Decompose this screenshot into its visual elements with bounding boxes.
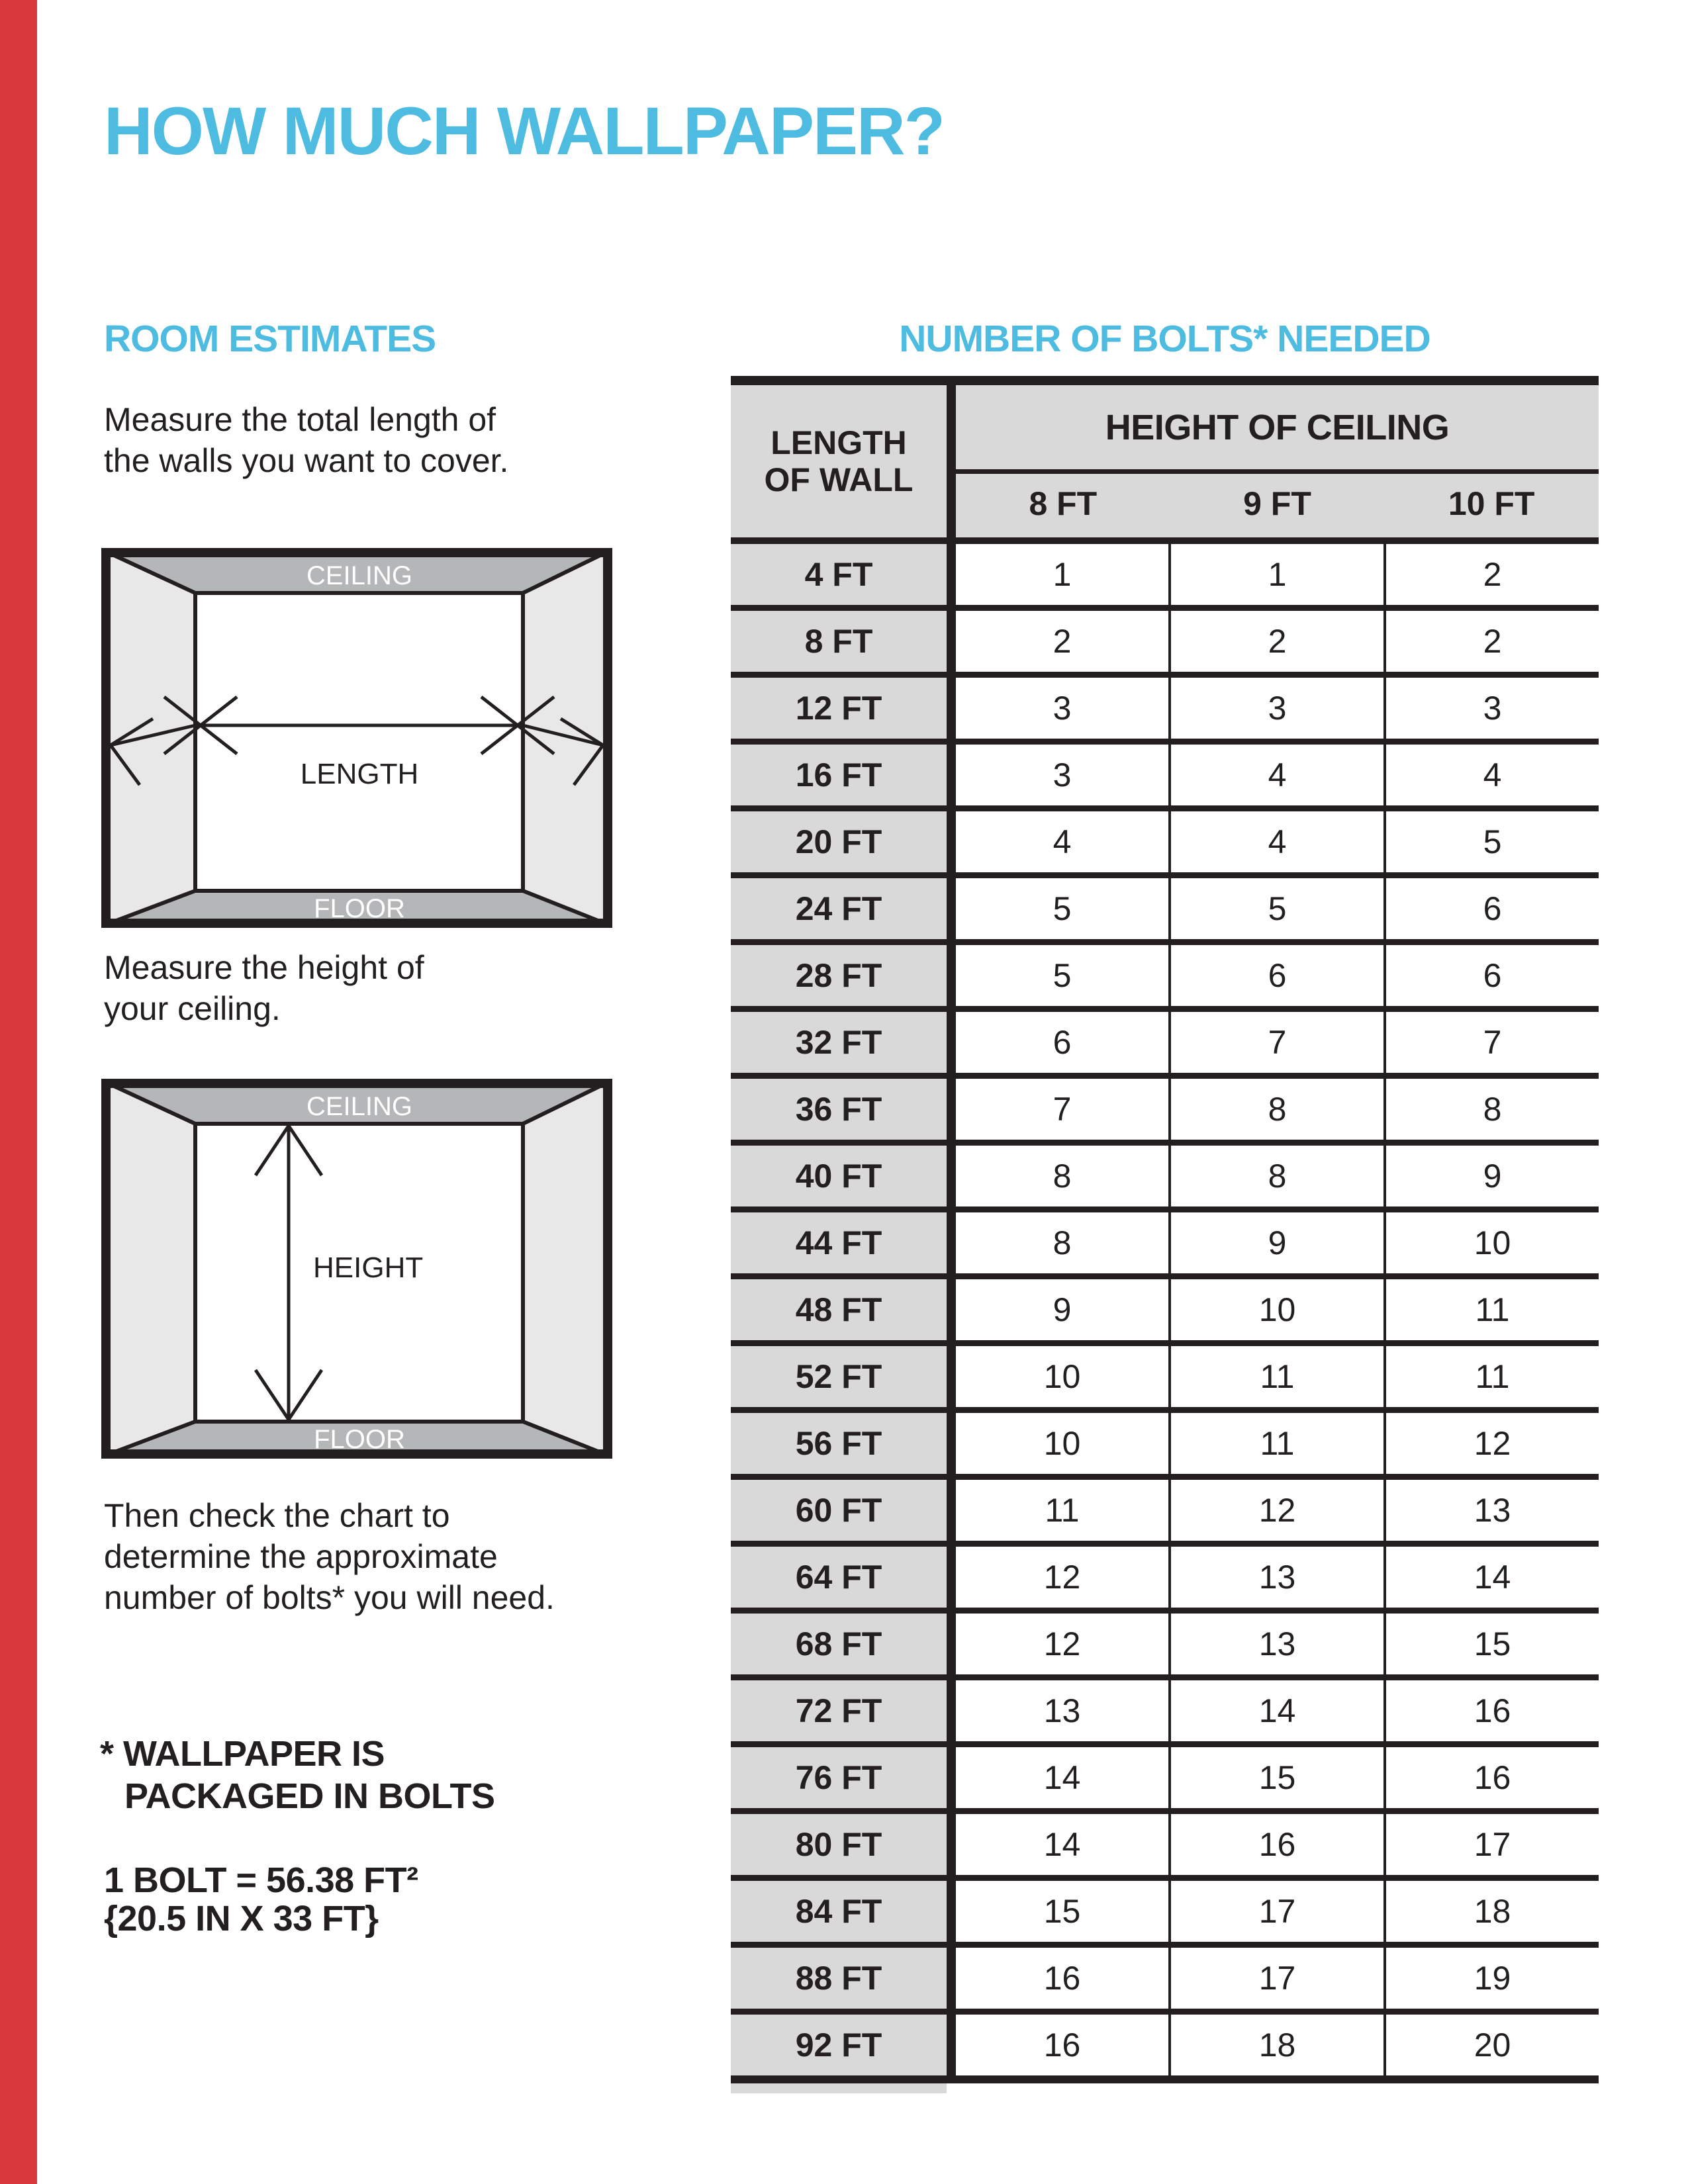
cell-9ft: 18	[1168, 2015, 1383, 2075]
table-row	[731, 1814, 1599, 1881]
cell-10ft: 2	[1383, 544, 1599, 605]
cell-8ft: 5	[1053, 890, 1072, 927]
cell-9ft: 1	[1168, 544, 1383, 605]
table-vertical-divider	[947, 1747, 956, 1808]
row-value-cells	[956, 1814, 1599, 1875]
row-value-cells	[956, 811, 1599, 872]
row-label-cell: 20 FT	[731, 811, 947, 872]
cell-8ft: 4	[1053, 823, 1072, 860]
table-row	[731, 1547, 1599, 1614]
table-vertical-divider	[947, 1012, 956, 1073]
cell-9ft: 8	[1168, 1079, 1383, 1140]
length-label: LENGTH	[300, 758, 419, 790]
length-of-wall-header-cell	[731, 385, 947, 537]
row-label-cell: 76 FT	[731, 1747, 947, 1808]
row-value-cells	[956, 878, 1599, 939]
table-row	[731, 945, 1599, 1012]
ceiling-label: CEILING	[306, 1092, 413, 1121]
cell-8ft: 12	[1043, 1559, 1081, 1596]
row-label-cell: 32 FT	[731, 1012, 947, 1073]
column-header-8ft: 8 FT	[1029, 484, 1098, 522]
cell-9ft: 7	[1168, 1012, 1383, 1073]
header-line: LENGTH	[771, 424, 907, 461]
ceiling-label: CEILING	[306, 561, 413, 590]
table-vertical-divider	[947, 544, 956, 605]
table-vertical-divider	[947, 1279, 956, 1340]
cell-10ft: 6	[1383, 878, 1599, 939]
row-label-cell: 40 FT	[731, 1146, 947, 1206]
cell-9ft: 4	[1168, 745, 1383, 805]
header-line: OF WALL	[764, 461, 914, 498]
cell-9ft: 13	[1168, 1614, 1383, 1674]
height-of-ceiling-label: HEIGHT OF CEILING	[956, 385, 1599, 474]
row-label-cell: 68 FT	[731, 1614, 947, 1674]
cell-10ft: 11	[1383, 1346, 1599, 1407]
room-height-diagram	[101, 1079, 612, 1459]
cell-9ft: 2	[1168, 611, 1383, 672]
row-value-cells	[956, 1747, 1599, 1808]
table-header-separator-bar	[731, 537, 1599, 544]
table-row	[731, 878, 1599, 945]
cell-8ft: 3	[1053, 756, 1072, 794]
row-label-cell: 72 FT	[731, 1680, 947, 1741]
cell-8ft: 16	[1043, 2026, 1081, 2064]
paragraph-line: Measure the height of	[104, 949, 424, 986]
row-value-cells	[956, 1146, 1599, 1206]
row-label-cell: 24 FT	[731, 878, 947, 939]
table-row	[731, 1413, 1599, 1480]
row-value-cells	[956, 678, 1599, 739]
cell-9ft: 8	[1168, 1146, 1383, 1206]
cell-9ft: 9	[1168, 1212, 1383, 1273]
table-vertical-divider	[947, 1948, 956, 2009]
cell-8ft: 15	[1043, 1893, 1081, 1930]
label-column-tail	[731, 2083, 947, 2093]
cell-10ft: 19	[1383, 1948, 1599, 2009]
table-vertical-divider	[947, 1079, 956, 1140]
cell-8ft: 7	[1053, 1091, 1072, 1128]
cell-9ft: 10	[1168, 1279, 1383, 1340]
cell-10ft: 9	[1383, 1146, 1599, 1206]
table-row	[731, 1680, 1599, 1747]
table-vertical-divider	[947, 385, 956, 537]
row-value-cells	[956, 1079, 1599, 1140]
table-vertical-divider	[947, 1212, 956, 1273]
cell-8ft: 6	[1053, 1024, 1072, 1061]
table-vertical-divider	[947, 1614, 956, 1674]
row-value-cells	[956, 1279, 1599, 1340]
row-value-cells	[956, 1680, 1599, 1741]
table-vertical-divider	[947, 1146, 956, 1206]
cell-8ft: 12	[1043, 1625, 1081, 1662]
footnote-line: * WALLPAPER IS	[100, 1734, 385, 1774]
cell-10ft: 4	[1383, 745, 1599, 805]
cell-10ft: 6	[1383, 945, 1599, 1006]
bolts-needed-table	[731, 376, 1599, 2083]
bolts-footnote	[100, 1733, 495, 1817]
row-value-cells	[956, 1881, 1599, 1942]
row-label-cell: 16 FT	[731, 745, 947, 805]
cell-8ft: 1	[1053, 556, 1072, 593]
row-label-cell: 12 FT	[731, 678, 947, 739]
row-label-cell: 84 FT	[731, 1881, 947, 1942]
table-row	[731, 1881, 1599, 1948]
table-vertical-divider	[947, 678, 956, 739]
table-row	[731, 745, 1599, 811]
row-label-cell: 8 FT	[731, 611, 947, 672]
ceiling-height-columns	[956, 474, 1599, 533]
cell-9ft: 11	[1168, 1413, 1383, 1474]
cell-8ft: 13	[1043, 1692, 1081, 1729]
room-estimates-heading: ROOM ESTIMATES	[104, 318, 436, 360]
bolt-size-line: {20.5 IN X 33 FT}	[104, 1899, 379, 1938]
table-row	[731, 1747, 1599, 1814]
table-row	[731, 2015, 1599, 2075]
cell-10ft: 5	[1383, 811, 1599, 872]
row-value-cells	[956, 1948, 1599, 2009]
table-top-bar	[731, 376, 1599, 385]
cell-10ft: 14	[1383, 1547, 1599, 1608]
row-label-cell: 60 FT	[731, 1480, 947, 1541]
cell-8ft: 3	[1053, 690, 1072, 727]
cell-8ft: 2	[1053, 623, 1072, 660]
paragraph-line: the walls you want to cover.	[104, 442, 509, 479]
table-vertical-divider	[947, 1814, 956, 1875]
row-value-cells	[956, 1480, 1599, 1541]
row-label-cell: 4 FT	[731, 544, 947, 605]
cell-9ft: 17	[1168, 1948, 1383, 2009]
cell-10ft: 11	[1383, 1279, 1599, 1340]
row-value-cells	[956, 544, 1599, 605]
measure-height-paragraph	[104, 947, 424, 1029]
paragraph-line: Then check the chart to	[104, 1497, 450, 1534]
cell-10ft: 15	[1383, 1614, 1599, 1674]
row-label-cell: 92 FT	[731, 2015, 947, 2075]
row-label-cell: 28 FT	[731, 945, 947, 1006]
table-vertical-divider	[947, 945, 956, 1006]
row-value-cells	[956, 1547, 1599, 1608]
cell-9ft: 3	[1168, 678, 1383, 739]
cell-10ft: 10	[1383, 1212, 1599, 1273]
cell-9ft: 13	[1168, 1547, 1383, 1608]
row-label-cell: 64 FT	[731, 1547, 947, 1608]
cell-9ft: 16	[1168, 1814, 1383, 1875]
cell-10ft: 20	[1383, 2015, 1599, 2075]
page-edge-accent-bar	[0, 0, 37, 2184]
cell-10ft: 16	[1383, 1680, 1599, 1741]
cell-8ft: 14	[1043, 1759, 1081, 1796]
cell-8ft: 5	[1053, 957, 1072, 994]
cell-8ft: 8	[1053, 1224, 1072, 1261]
floor-label: FLOOR	[314, 894, 405, 923]
cell-10ft: 2	[1383, 611, 1599, 672]
cell-10ft: 17	[1383, 1814, 1599, 1875]
height-label: HEIGHT	[313, 1251, 424, 1284]
check-chart-paragraph	[104, 1495, 555, 1618]
cell-8ft: 10	[1043, 1358, 1081, 1395]
cell-9ft: 4	[1168, 811, 1383, 872]
table-header	[731, 385, 1599, 537]
floor-label: FLOOR	[314, 1425, 405, 1454]
cell-10ft: 8	[1383, 1079, 1599, 1140]
table-vertical-divider	[947, 1680, 956, 1741]
table-row	[731, 1012, 1599, 1079]
cell-9ft: 11	[1168, 1346, 1383, 1407]
row-label-cell: 56 FT	[731, 1413, 947, 1474]
cell-8ft: 14	[1043, 1826, 1081, 1863]
table-vertical-divider	[947, 745, 956, 805]
cell-10ft: 13	[1383, 1480, 1599, 1541]
cell-9ft: 17	[1168, 1881, 1383, 1942]
bolts-needed-heading: NUMBER OF BOLTS* NEEDED	[899, 318, 1430, 360]
table-row	[731, 544, 1599, 611]
paragraph-line: determine the approximate	[104, 1538, 498, 1575]
table-vertical-divider	[947, 1413, 956, 1474]
table-vertical-divider	[947, 1346, 956, 1407]
cell-10ft: 3	[1383, 678, 1599, 739]
cell-10ft: 16	[1383, 1747, 1599, 1808]
table-row	[731, 1480, 1599, 1547]
row-label-cell: 44 FT	[731, 1212, 947, 1273]
cell-8ft: 16	[1043, 1960, 1081, 1997]
table-row	[731, 1948, 1599, 2015]
table-row	[731, 811, 1599, 878]
table-row	[731, 1614, 1599, 1680]
table-vertical-divider	[947, 1480, 956, 1541]
table-row	[731, 1346, 1599, 1413]
table-bottom-bar	[731, 2075, 1599, 2083]
row-label-cell: 36 FT	[731, 1079, 947, 1140]
row-value-cells	[956, 2015, 1599, 2075]
cell-10ft: 12	[1383, 1413, 1599, 1474]
bolt-size-info	[104, 1861, 418, 1938]
table-row	[731, 678, 1599, 745]
column-header-10ft: 10 FT	[1448, 484, 1535, 522]
row-value-cells	[956, 1346, 1599, 1407]
row-label-cell: 80 FT	[731, 1814, 947, 1875]
cell-9ft: 6	[1168, 945, 1383, 1006]
back-wall	[195, 593, 523, 891]
table-row	[731, 1146, 1599, 1212]
table-vertical-divider	[947, 811, 956, 872]
row-value-cells	[956, 1212, 1599, 1273]
table-vertical-divider	[947, 2015, 956, 2075]
row-label-cell: 48 FT	[731, 1279, 947, 1340]
row-value-cells	[956, 1413, 1599, 1474]
cell-8ft: 9	[1053, 1291, 1072, 1328]
cell-9ft: 5	[1168, 878, 1383, 939]
footnote-line: PACKAGED IN BOLTS	[124, 1776, 495, 1816]
table-vertical-divider	[947, 611, 956, 672]
table-row	[731, 611, 1599, 678]
row-label-cell: 52 FT	[731, 1346, 947, 1407]
paragraph-line: your ceiling.	[104, 990, 281, 1027]
table-body	[731, 544, 1599, 2075]
paragraph-line: number of bolts* you will need.	[104, 1579, 555, 1616]
page-title: HOW MUCH WALLPAPER?	[104, 93, 944, 169]
bolt-size-line: 1 BOLT = 56.38 FT²	[104, 1860, 418, 1900]
cell-8ft: 10	[1043, 1425, 1081, 1462]
row-value-cells	[956, 1614, 1599, 1674]
measure-length-paragraph	[104, 399, 508, 481]
table-row	[731, 1079, 1599, 1146]
table-vertical-divider	[947, 1547, 956, 1608]
table-vertical-divider	[947, 878, 956, 939]
cell-9ft: 14	[1168, 1680, 1383, 1741]
cell-9ft: 12	[1168, 1480, 1383, 1541]
row-label-cell: 88 FT	[731, 1948, 947, 2009]
row-value-cells	[956, 1012, 1599, 1073]
table-row	[731, 1212, 1599, 1279]
height-of-ceiling-header	[956, 385, 1599, 537]
table-vertical-divider	[947, 1881, 956, 1942]
room-length-diagram	[101, 548, 612, 928]
row-value-cells	[956, 945, 1599, 1006]
cell-10ft: 7	[1383, 1012, 1599, 1073]
column-header-9ft: 9 FT	[1243, 484, 1311, 522]
table-row	[731, 1279, 1599, 1346]
row-value-cells	[956, 611, 1599, 672]
row-value-cells	[956, 745, 1599, 805]
cell-8ft: 11	[1045, 1492, 1080, 1529]
paragraph-line: Measure the total length of	[104, 401, 496, 438]
cell-10ft: 18	[1383, 1881, 1599, 1942]
cell-8ft: 8	[1053, 1158, 1072, 1195]
cell-9ft: 15	[1168, 1747, 1383, 1808]
